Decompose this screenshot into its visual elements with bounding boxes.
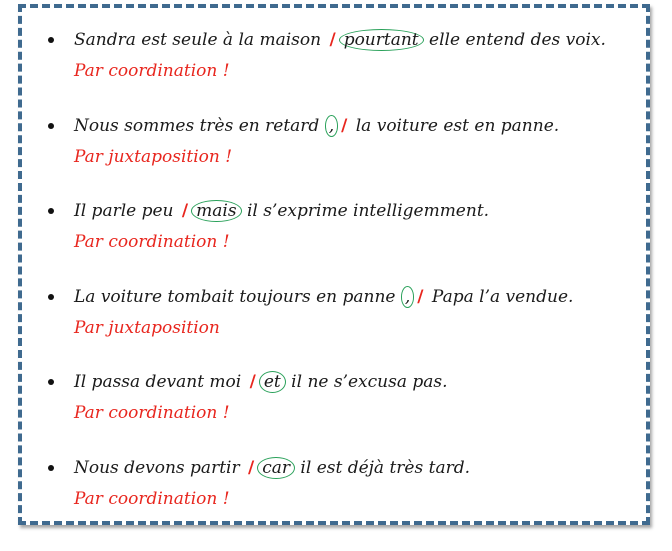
- answer-text: Par coordination !: [74, 232, 230, 252]
- sentence: [74, 367, 448, 397]
- circled-link-word: ,: [401, 286, 414, 308]
- circled-link-word: pourtant: [339, 29, 424, 51]
- answer-text: Par coordination !: [74, 61, 230, 81]
- circled-link-word: mais: [191, 200, 241, 222]
- slash-mark: /: [249, 372, 256, 392]
- sentence: [74, 25, 606, 55]
- answer-text: Par coordination !: [74, 488, 230, 509]
- sentence-end: elle entend des voix.: [429, 30, 606, 50]
- sentence-start: Il parle peu: [74, 201, 174, 221]
- bullet-icon: [48, 294, 54, 300]
- sentence-end: il s’exprime intelligemment.: [246, 201, 490, 221]
- sentence-start: La voiture tombait toujours en panne: [74, 286, 396, 307]
- sentence: [74, 453, 470, 483]
- answer-text: Par juxtaposition: [74, 317, 220, 338]
- sentence: [74, 282, 573, 312]
- sentence-start: Nous devons partir: [74, 457, 240, 478]
- bullet-icon: [48, 379, 54, 385]
- slash-mark: /: [417, 286, 424, 307]
- slash-mark: /: [329, 30, 336, 50]
- sentence-end: il ne s’excusa pas.: [291, 372, 448, 392]
- circled-link-word: car: [257, 457, 295, 479]
- answer-text: Par juxtaposition !: [74, 146, 233, 167]
- bullet-icon: [48, 208, 54, 214]
- bullet-icon: [48, 37, 54, 43]
- bullet-icon: [48, 465, 54, 471]
- circled-link-word: et: [259, 371, 286, 393]
- bullet-icon: [48, 123, 54, 129]
- slash-mark: /: [181, 201, 189, 221]
- sentence-end: il est déjà très tard.: [300, 457, 470, 478]
- sentence-end: la voiture est en panne.: [355, 115, 560, 136]
- sentence: [74, 111, 559, 141]
- sentence-start: Nous sommes très en retard: [74, 115, 320, 136]
- slash-mark: /: [248, 457, 255, 478]
- sentence: [74, 196, 489, 226]
- answer-text: Par coordination !: [74, 403, 230, 423]
- sentence-start: Il passa devant moi: [74, 372, 242, 392]
- sentence-end: Papa l’a vendue.: [431, 286, 574, 307]
- slash-mark: /: [341, 115, 348, 136]
- circled-link-word: ,: [325, 115, 338, 137]
- sentence-start: Sandra est seule à la maison: [74, 30, 322, 50]
